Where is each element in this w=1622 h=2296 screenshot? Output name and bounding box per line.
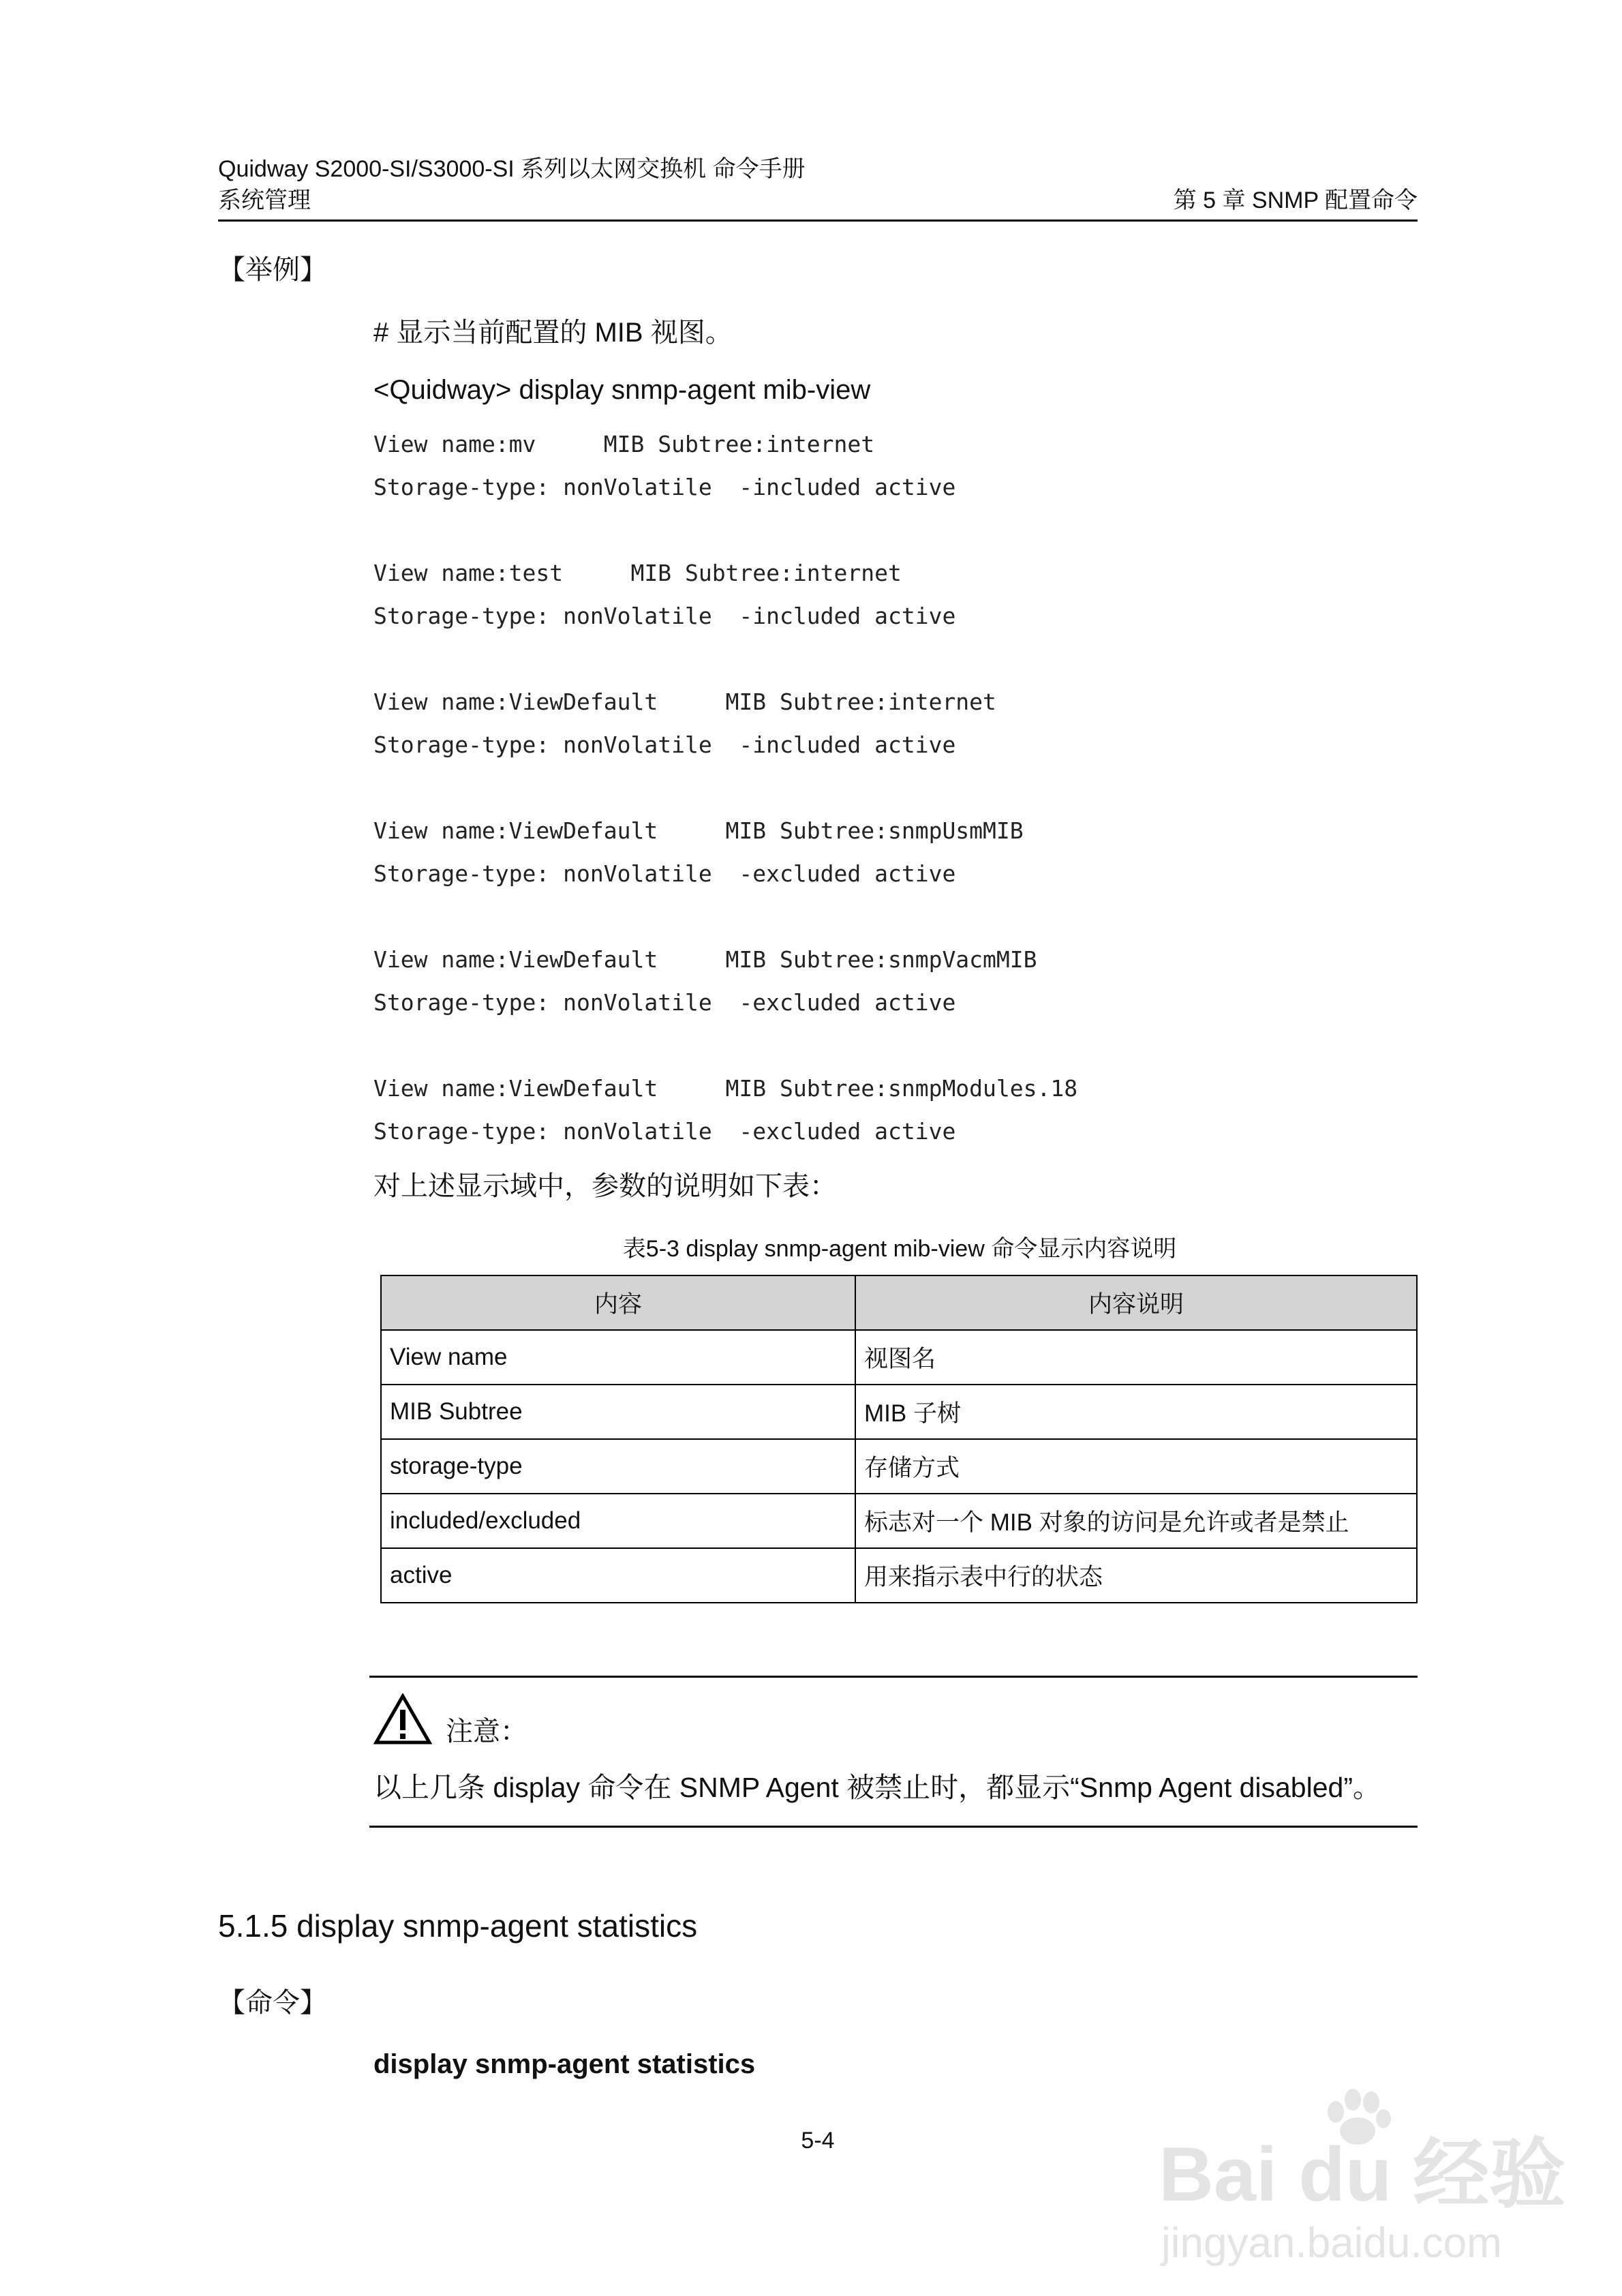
output-line xyxy=(373,1032,1077,1075)
output-line xyxy=(373,903,1077,946)
table-cell: 视图名 xyxy=(855,1330,1417,1385)
header-subtitle: 系统管理 xyxy=(218,187,311,213)
table-cell: MIB 子树 xyxy=(855,1385,1417,1439)
table-header-cell: 内容说明 xyxy=(855,1275,1417,1330)
table-header-row xyxy=(381,1275,1417,1330)
description-table xyxy=(380,1275,1418,1603)
output-line: Storage-type: nonVolatile -included active xyxy=(373,603,956,629)
table-cell: storage-type xyxy=(381,1439,855,1494)
watermark-logo-text: Bai du 经验 xyxy=(1159,2132,1566,2217)
example-label: 【举例】 xyxy=(218,254,327,286)
table-cell: active xyxy=(381,1548,855,1603)
notice-bottom-rule xyxy=(369,1826,1418,1828)
table-intro: 对上述显示域中，参数的说明如下表： xyxy=(373,1171,837,1201)
table-cell: 标志对一个 MIB 对象的访问是允许或者是禁止 xyxy=(855,1494,1417,1548)
table-cell: 存储方式 xyxy=(855,1439,1417,1494)
table-row xyxy=(381,1439,1417,1494)
output-line: View name:ViewDefault MIB Subtree:snmpVacmMIB xyxy=(373,946,1037,973)
section-heading: 5.1.5 display snmp-agent statistics xyxy=(218,1908,698,1944)
output-line: Storage-type: nonVolatile -excluded active xyxy=(373,860,956,887)
table-cell: View name xyxy=(381,1330,855,1385)
table-row xyxy=(381,1330,1417,1385)
output-line: View name:ViewDefault MIB Subtree:snmpModules.18 xyxy=(373,1075,1078,1102)
command-syntax: display snmp-agent statistics xyxy=(373,2049,756,2079)
output-line: Storage-type: nonVolatile -excluded active xyxy=(373,1118,956,1145)
header-rule xyxy=(218,220,1418,222)
table-row xyxy=(381,1494,1417,1548)
header-chapter: 第 5 章 SNMP 配置命令 xyxy=(1173,187,1418,213)
output-line: Storage-type: nonVolatile -included active xyxy=(373,731,956,758)
example-comment: # 显示当前配置的 MIB 视图。 xyxy=(373,318,733,348)
table-row xyxy=(381,1548,1417,1603)
output-line: View name:ViewDefault MIB Subtree:snmpUsmMIB xyxy=(373,817,1024,844)
output-line: Storage-type: nonVolatile -excluded active xyxy=(373,989,956,1016)
example-command: <Quidway> display snmp-agent mib-view xyxy=(373,375,871,405)
warning-icon xyxy=(373,1693,432,1749)
command-label: 【命令】 xyxy=(218,1987,327,2019)
output-line: Storage-type: nonVolatile -included active xyxy=(373,474,956,500)
output-line: View name:ViewDefault MIB Subtree:internet xyxy=(373,689,996,715)
table-row xyxy=(381,1385,1417,1439)
watermark-url: jingyan.baidu.com xyxy=(1161,2220,1502,2267)
baidu-watermark xyxy=(1159,2086,1595,2270)
header-title: Quidway S2000-SI/S3000-SI 系列以太网交换机 命令手册 xyxy=(218,156,806,182)
notice-title: 注意： xyxy=(446,1717,527,1747)
notice-text: 以上几条 display 命令在 SNMP Agent 被禁止时，都显示“Snmp Agent disabled”。 xyxy=(373,1772,1381,1803)
table-cell: included/excluded xyxy=(381,1494,855,1548)
table-cell: 用来指示表中行的状态 xyxy=(855,1548,1417,1603)
table-caption: 表5-3 display snmp-agent mib-view 命令显示内容说明 xyxy=(622,1236,1177,1262)
output-line: View name:mv MIB Subtree:internet xyxy=(373,431,875,457)
command-output xyxy=(373,431,1077,1161)
table-header-cell: 内容 xyxy=(381,1275,855,1330)
page-number: 5-4 xyxy=(801,2128,835,2154)
output-line: View name:test MIB Subtree:internet xyxy=(373,560,902,586)
output-line xyxy=(373,517,1077,560)
table-cell: MIB Subtree xyxy=(381,1385,855,1439)
output-line xyxy=(373,774,1077,817)
notice-top-rule xyxy=(369,1676,1418,1678)
output-line xyxy=(373,646,1077,689)
